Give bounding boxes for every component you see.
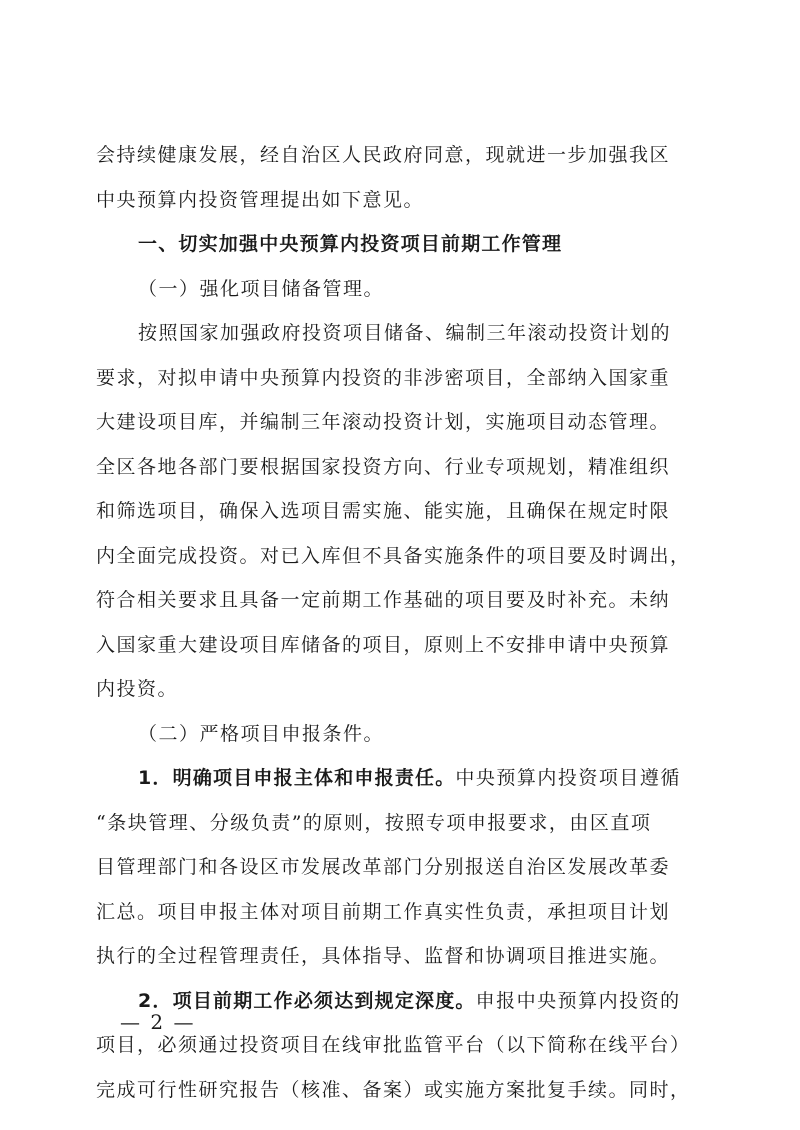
item-2-lead: 2．项目前期工作必须达到规定深度。 xyxy=(138,989,476,1012)
item-1-line-2: “条块管理、分级负责”的原则，按照专项申报要求，由区直项 xyxy=(96,811,652,834)
page-number: — 2 — xyxy=(120,1010,196,1034)
item-2-line-3: 完成可行性研究报告（核准、备案）或实施方案批复手续。同时， xyxy=(96,1078,691,1101)
subsection-1-title: （一）强化项目储备管理。 xyxy=(138,277,385,300)
paragraph-1-line-7: 符合相关要求且具备一定前期工作基础的项目要及时补充。未纳 xyxy=(96,589,671,611)
item-1-line-4: 汇总。项目申报主体对项目前期工作真实性负责，承担项目计划 xyxy=(96,900,671,923)
paragraph-1-line-1: 按照国家加强政府投资项目储备、编制三年滚动投资计划的 xyxy=(138,322,672,344)
document-body xyxy=(96,133,708,1112)
item-2-rest: 申报中央预算内投资的 xyxy=(475,989,681,1012)
item-1-lead: 1．明确项目申报主体和申报责任。 xyxy=(138,767,456,789)
item-1-rest: 中央预算内投资项目遵循 xyxy=(455,767,681,789)
item-2-line-2: 项目，必须通过投资项目在线审批监管平台（以下简称在线平台） xyxy=(96,1034,691,1056)
item-1-first-line xyxy=(96,756,708,801)
paragraph-1-line-6: 内全面完成投资。对已入库但不具备实施条件的项目要及时调出， xyxy=(96,544,691,567)
subsection-2-title: （二）严格项目申报条件。 xyxy=(138,722,385,745)
paragraph-1-line-2: 要求，对拟申请中央预算内投资的非涉密项目，全部纳入国家重 xyxy=(96,366,671,389)
item-1-line-5: 执行的全过程管理责任，具体指导、监督和协调项目推进实施。 xyxy=(96,945,671,967)
intro-line-1: 会持续健康发展，经自治区人民政府同意，现就进一步加强我区 xyxy=(96,144,671,166)
paragraph-1-line-9: 内投资。 xyxy=(96,678,179,700)
intro-line-2: 中央预算内投资管理提出如下意见。 xyxy=(96,188,425,211)
paragraph-1-line-8: 入国家重大建设项目库储备的项目，原则上不安排申请中央预算 xyxy=(96,633,671,656)
paragraph-1-line-4: 全区各地各部门要根据国家投资方向、行业专项规划，精准组织 xyxy=(96,455,671,478)
paragraph-1-line-5: 和筛选项目，确保入选项目需实施、能实施，且确保在规定时限 xyxy=(96,500,671,522)
section-1-title: 一、切实加强中央预算内投资项目前期工作管理 xyxy=(138,233,563,255)
item-1-line-3: 目管理部门和各设区市发展改革部门分别报送自治区发展改革委 xyxy=(96,856,671,878)
paragraph-1-line-3: 大建设项目库，并编制三年滚动投资计划，实施项目动态管理。 xyxy=(96,411,671,433)
